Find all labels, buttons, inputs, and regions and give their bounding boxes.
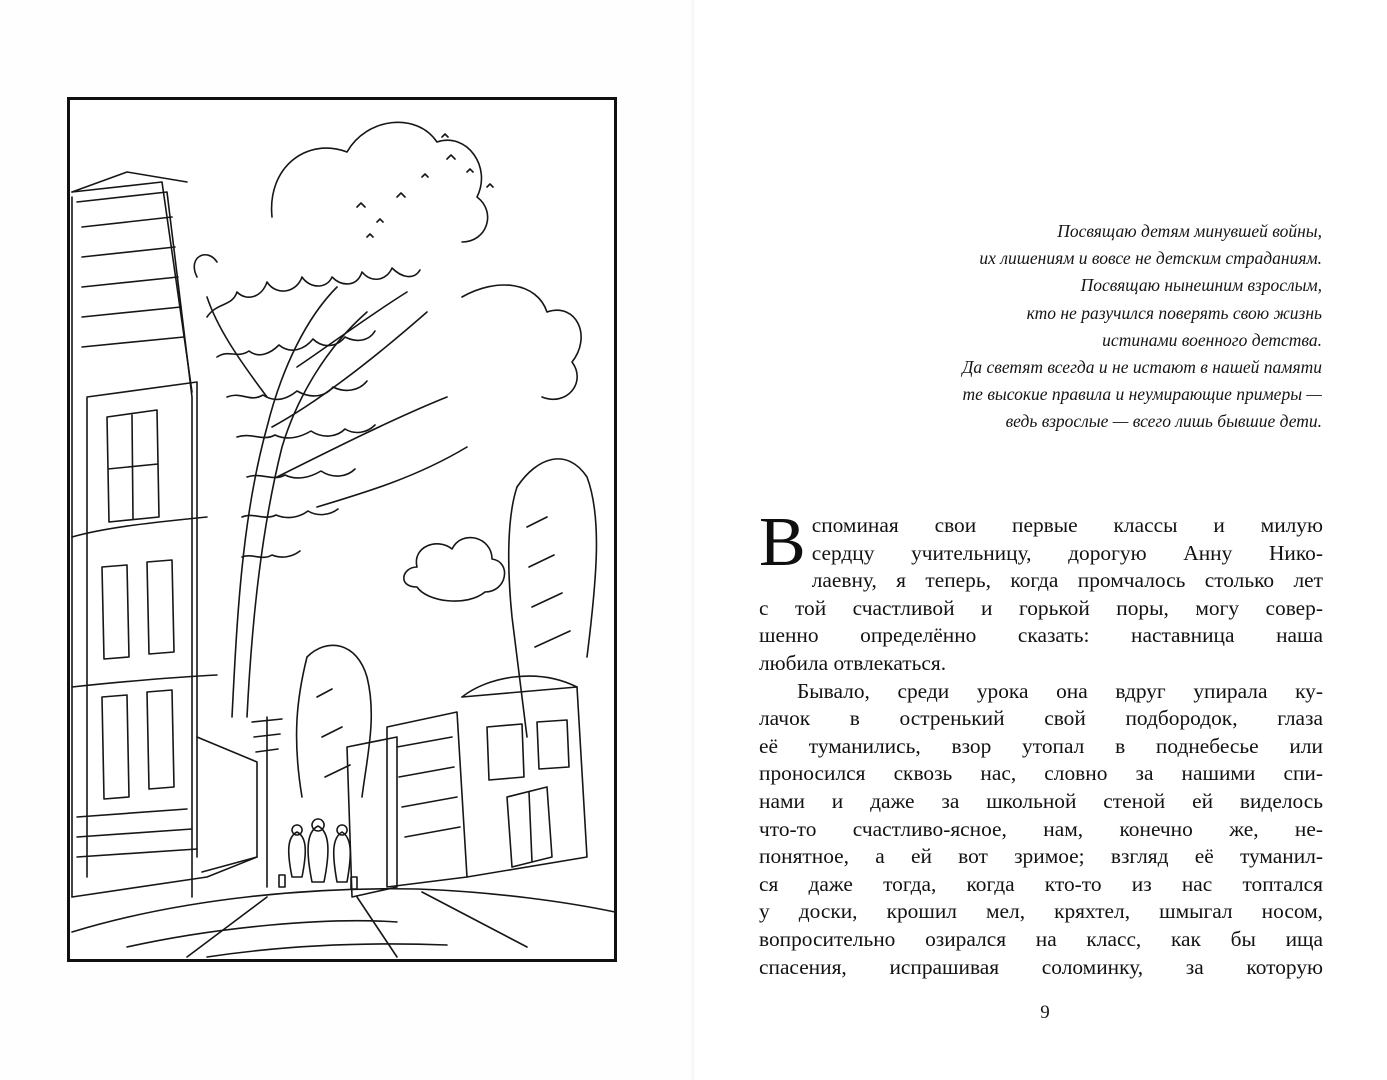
text-line: что-то счастливо-ясное, нам, конечно же, не- xyxy=(759,816,1323,841)
paragraph-1 xyxy=(759,504,1323,678)
dedication-line: Посвящаю детям минувшей войны, xyxy=(1057,221,1322,241)
text-line: у доски, крошил мел, кряхтел, шмыгал носом, xyxy=(759,899,1323,924)
chapter-body xyxy=(759,504,1323,981)
text-line: проносился сквозь нас, словно за нашими спи- xyxy=(759,761,1323,786)
page-number: 9 xyxy=(1040,1002,1050,1023)
dedication-line: те высокие правила и неумирающие примеры — xyxy=(962,384,1322,405)
paragraph-2 xyxy=(759,678,1323,982)
dedication-line: ведь взрослые — всего лишь бывшие дети. xyxy=(1005,411,1322,432)
dedication-epigraph xyxy=(760,218,1322,436)
text-line: нами и даже за школьной стеной ей виделось xyxy=(759,788,1323,813)
text-line: сердцу учительницу, дорогую Анну Нико- xyxy=(811,540,1323,565)
text-line: с той счастливой и горькой поры, могу совер- xyxy=(759,595,1323,620)
dedication-line: истинами военного детства. xyxy=(1102,329,1322,350)
text-line: спасения, испрашивая соломинку, за которую xyxy=(759,954,1323,979)
dedication-line: Посвящаю нынешним взрослым, xyxy=(1080,275,1322,296)
drop-cap: В xyxy=(759,504,806,581)
text-line: лаевну, я теперь, когда промчалось столько лет xyxy=(811,568,1323,593)
dedication-line: их лишениям и вовсе не детским страданиям. xyxy=(979,248,1322,269)
street-illustration xyxy=(67,97,617,962)
text-line: споминая свои первые классы и милую xyxy=(811,513,1323,537)
text-line: вопросительно озирался на класс, как бы ища xyxy=(759,926,1323,951)
dedication-line: кто не разучился поверять свою жизнь xyxy=(1026,302,1322,323)
text-line: лачок в остренький свой подбородок, глаза xyxy=(759,706,1323,731)
text-line: любила отвлекаться. xyxy=(759,650,947,675)
text-line: Бывало, среди урока она вдруг упирала ку- xyxy=(797,678,1323,703)
text-line: её туманились, взор утопал в поднебесье или xyxy=(759,733,1323,758)
text-line: ся даже тогда, когда кто-то из нас топтался xyxy=(759,871,1323,896)
text-line: понятное, а ей вот зримое; взгляд её туманил- xyxy=(759,844,1323,869)
dedication-line: Да светят всегда и не истают в нашей памяти xyxy=(962,357,1322,378)
text-line: шенно определённо сказать: наставница наша xyxy=(759,623,1323,648)
